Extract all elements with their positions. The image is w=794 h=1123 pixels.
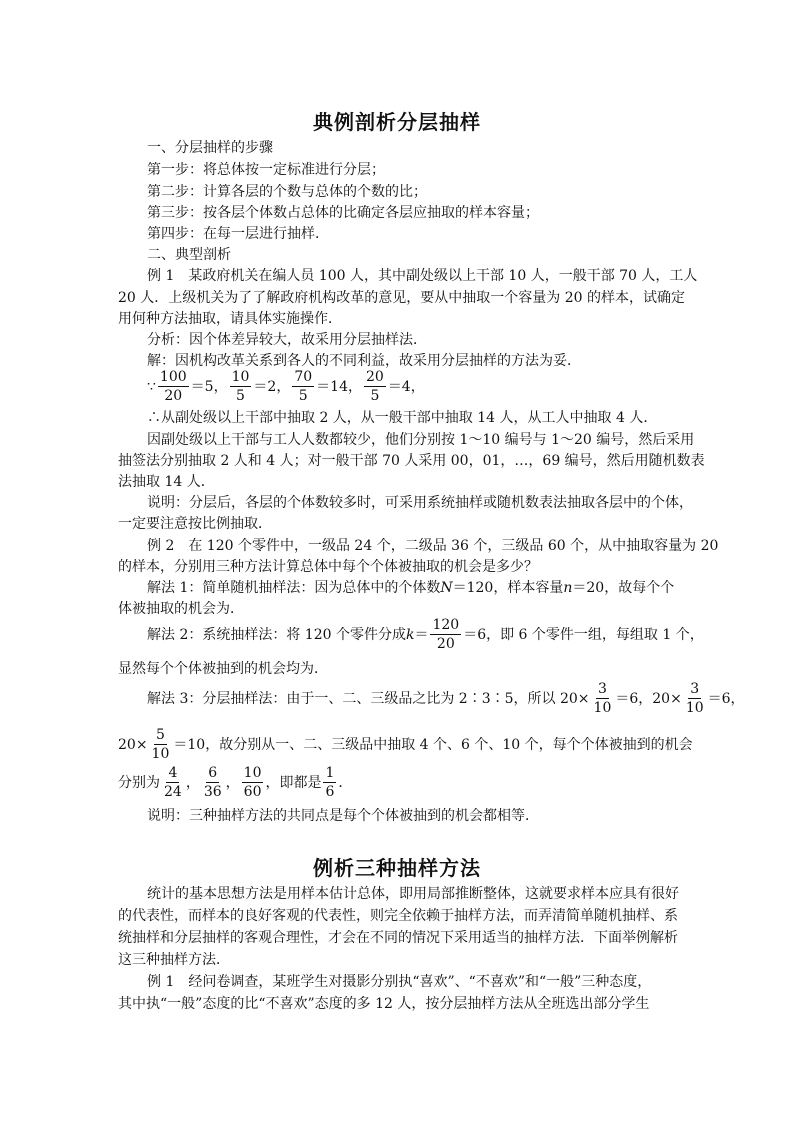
section2-example1-line1: 例 1 经问卷调查，某班学生对摄影分别执“喜欢”、“不喜欢”和“一般”三种态度， [147,974,652,990]
fraction: $\frac{6}{36}$ [203,765,222,800]
fraction: $\frac{1}{6}$ [325,765,335,800]
method1-line1 [147,578,674,598]
para1-line1: 因副处级以上干部与工人人数都较少，他们分别按 1～10 编号与 1～20 编号，然后采用 [147,432,695,448]
method2-text-a: 解法 2：系统抽样法：将 120 个零件分成 [147,626,406,643]
fraction: $\frac{120}{20}$ [432,617,460,652]
method3-line3 [118,764,352,801]
fraction: $\frac{4}{24}$ [164,765,182,800]
para1-line2: 抽签法分别抽取 2 人和 4 人；对一般干部 70 人采用 00，01，…，69 编号，然后用随机数表 [118,453,705,469]
var-n: n [563,580,573,596]
method1-text-b: ＝120，样本容量 [452,580,564,596]
equals: ＝ [414,626,429,643]
fraction: $\frac{10}{60}$ [243,765,262,800]
example1-line2: 20 人．上级机关为了了解政府机构改革的意见，要从中抽取一个容量为 20 的样本，试确定 [118,290,685,306]
section2-para-line3: 统抽样和分层抽样的客观合理性，才会在不同的情况下采用适当的抽样方法．下面举例解析 [118,930,678,946]
step-2: 第二步：计算各层的个数与总体的个数的比； [147,184,427,200]
method3-line2 [118,726,693,763]
fraction: $\frac{3}{10}$ [593,681,612,716]
fraction: $\frac{5}{10}$ [151,727,170,762]
method3-text-g: 分别为 [118,774,160,791]
section2-example1-line2: 其中执“一般”态度的比“不喜欢”态度的多 12 人，按分层抽样方法从全班选出部分学生 [118,996,650,1012]
section2-title: 例析三种抽样方法 [313,856,481,880]
comma: ， [185,774,200,791]
fraction-result: ＝4， [387,378,425,395]
because-symbol: ∵ [147,378,156,395]
fraction-result: ＝2， [253,378,291,395]
note2-text: 说明：三种抽样方法的共同点是每个个体被抽到的机会都相等． [147,808,539,824]
method3-text-a: 解法 3：分层抽样法：由于一、二、三级品之比为 2∶3∶5，所以 20× [147,690,590,707]
step-4: 第四步：在每一层进行抽样． [147,226,329,242]
para1-line3: 法抽取 14 人． [118,474,215,490]
method2-text-b: ＝6，即 6 个零件一组，每组取 1 个， [463,626,704,643]
method1-line2: 体被抽取的机会为． [118,601,244,617]
analysis-text: 分析：因个体差异较大，故采用分层抽样法． [147,332,427,348]
fraction: $\frac{20}{5}$ [365,369,384,404]
fraction-result: ＝14， [316,378,362,395]
method2-line2: 显然每个个体被抽到的机会均为． [118,661,328,677]
method1-text-c: ＝20，故每个个 [572,580,675,596]
example2-line2: 的样本，分别用三种方法计算总体中每个个体被抽取的机会是多少？ [118,559,538,575]
fraction: $\frac{3}{10}$ [685,681,704,716]
example1-line3: 用何种方法抽取，请具体实施操作． [118,311,342,327]
period: ． [338,774,353,791]
fraction: $\frac{100}{20}$ [159,369,187,404]
heading-analysis: 二、典型剖析 [147,247,231,263]
heading-steps: 一、分层抽样的步骤 [147,140,273,156]
solution-text: 解：因机构改革关系到各人的不同利益，故采用分层抽样的方法为妥． [147,353,581,369]
section2-para-line4: 这三种抽样方法． [118,952,230,968]
method3-text-h: ，即都是 [265,774,322,791]
ratio-fractions [147,368,425,405]
fraction-result: ＝5， [190,378,228,395]
therefore-text: ∴从副处级以上干部中抽取 2 人，从一般干部中抽取 14 人，从工人中抽取 4 人． [147,410,658,426]
fraction: $\frac{10}{5}$ [231,369,250,404]
method3-text-c: ＝6， [707,690,745,707]
step-1: 第一步：将总体按一定标准进行分层； [147,162,385,178]
section1-title: 典例剖析分层抽样 [313,110,481,134]
step-3: 第三步：按各层个体数占总体的比确定各层应抽取的样本容量； [147,205,539,221]
method3-text-e: ＝10，故分别从一、二、三级品中抽取 4 个、6 个、10 个，每个个体被抽到的机会 [173,736,693,753]
example1-line1: 例 1 某政府机关在编人员 100 人，其中副处级以上干部 10 人，一般干部 70 人，工人 [147,268,698,284]
method3-line1 [147,680,745,717]
fraction: $\frac{70}{5}$ [294,369,313,404]
note1-line1: 说明：分层后，各层的个体数较多时，可采用系统抽样或随机数表法抽取各层中的个体， [147,495,693,511]
note1-line2: 一定要注意按比例抽取． [118,516,272,532]
var-N: N [440,580,453,596]
example2-line1: 例 2 在 120 个零件中，一级品 24 个，二级品 36 个，三级品 60 个，从中抽取容量为 20 [147,538,719,554]
comma: ， [225,774,240,791]
section2-para-line2: 的代表性，而样本的良好客观的代表性，则完全依赖于抽样方法，而弄清简单随机抽样、系 [118,908,678,924]
var-k: k [405,626,415,643]
method1-text-a: 解法 1：简单随机抽样法：因为总体中的个体数 [147,580,441,596]
method3-text-b: ＝6，20× [615,690,682,707]
method3-text-d: 20× [118,736,148,753]
section2-para-line1: 统计的基本思想方法是用样本估计总体，即用局部推断整体，这就要求样本应具有很好 [147,886,679,902]
method2-line1 [147,616,704,653]
